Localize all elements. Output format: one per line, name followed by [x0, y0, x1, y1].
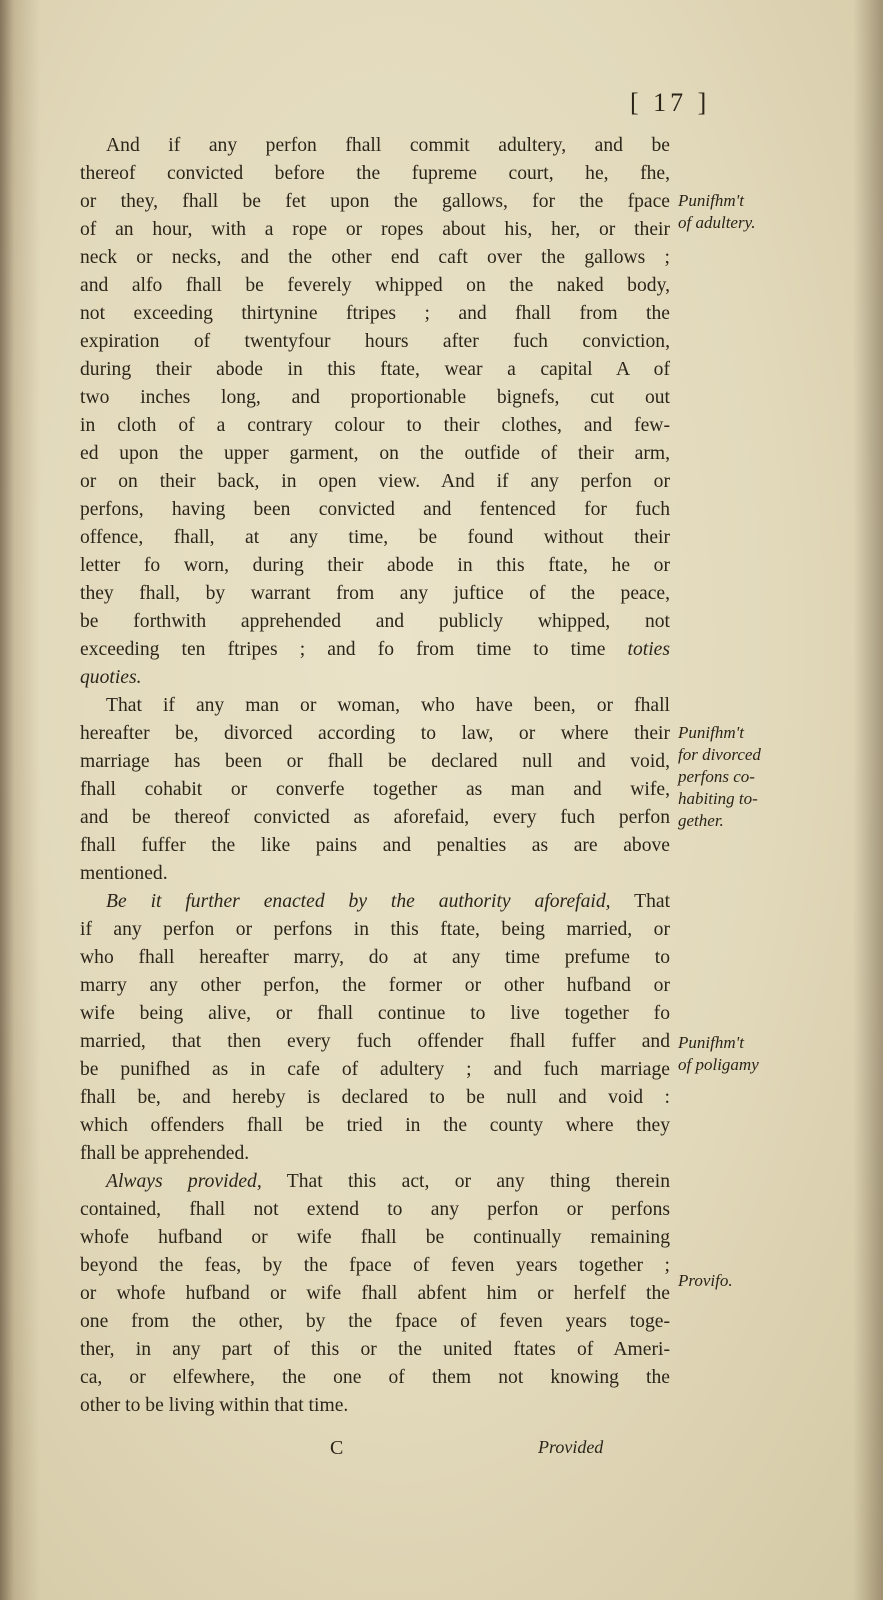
- text-line: and alfo fhall be feverely whipped on the naked body,: [80, 275, 670, 296]
- text-line: offence, fhall, at any time, be found without their: [80, 527, 670, 548]
- margin-note-line: habiting to-: [678, 789, 758, 808]
- text-line: And if any perfon fhall commit adultery, and be: [106, 135, 670, 156]
- text-line: fhall fuffer the like pains and penalties as are above: [80, 835, 670, 856]
- text-line: fhall cohabit or converfe together as man and wife,: [80, 779, 670, 800]
- margin-note-line: Provifo.: [678, 1271, 733, 1290]
- text-line: hereafter be, divorced according to law, or where their: [80, 723, 670, 744]
- text-line: in cloth of a contrary colour to their clothes, and few-: [80, 415, 670, 436]
- page-number: [ 17 ]: [630, 88, 711, 117]
- text-line: [80, 1168, 670, 1196]
- text-line: they fhall, by warrant from any juftice of the peace,: [80, 583, 670, 604]
- text-line: of an hour, with a rope or ropes about his, her, or their: [80, 219, 670, 240]
- text-line: or on their back, in open view. And if any perfon or: [80, 471, 670, 492]
- text-line: two inches long, and proportionable bignefs, cut out: [80, 387, 670, 408]
- italic-run: Always provided,: [106, 1171, 262, 1192]
- text-line: or they, fhall be fet upon the gallows, for the fpace: [80, 191, 670, 212]
- text-line: [80, 888, 670, 916]
- text-line: fhall be apprehended.: [80, 1143, 250, 1164]
- signature-mark: C: [330, 1437, 344, 1459]
- margin-note-line: Punifhm't: [678, 1033, 744, 1052]
- margin-note-line: perfons co-: [678, 767, 755, 786]
- margin-note-line: of poligamy: [678, 1055, 759, 1074]
- text-line: That if any man or woman, who have been, or fhall: [106, 695, 670, 716]
- text-line: perfons, having been convicted and fentenced for fuch: [80, 499, 670, 520]
- text-line: wife being alive, or fhall continue to live together fo: [80, 1003, 670, 1024]
- margin-note-line: for divorced: [678, 745, 761, 764]
- text-line: ed upon the upper garment, on the outfide of their arm,: [80, 443, 670, 464]
- margin-note-poligamy: [678, 1032, 808, 1076]
- text-line: marry any other perfon, the former or other hufband or: [80, 975, 670, 996]
- margin-note-line: of adultery.: [678, 213, 756, 232]
- text-line: and be thereof convicted as aforefaid, every fuch perfon: [80, 807, 670, 828]
- text-line: contained, fhall not extend to any perfon or perfons: [80, 1199, 670, 1220]
- text-line: be punifhed as in cafe of adultery ; and fuch marriage: [80, 1059, 670, 1080]
- text-line: which offenders fhall be tried in the county where they: [80, 1115, 670, 1136]
- text-run: exceeding ten ftripes ; and fo from time to time: [80, 639, 606, 660]
- text-line: ca, or elfewhere, the one of them not knowing the: [80, 1367, 670, 1388]
- text-run: That: [634, 891, 671, 912]
- text-line: fhall be, and hereby is declared to be null and void :: [80, 1087, 670, 1108]
- text-line: expiration of twentyfour hours after fuch conviction,: [80, 331, 670, 352]
- page-body: [80, 132, 670, 1420]
- text-line: letter fo worn, during their abode in this ftate, he or: [80, 555, 670, 576]
- text-line: [80, 664, 670, 692]
- italic-run: toties: [627, 639, 670, 660]
- catchword: Provided: [538, 1437, 604, 1457]
- margin-note-proviso: [678, 1270, 808, 1292]
- text-line: married, that then every fuch offender fhall fuffer and: [80, 1031, 670, 1052]
- italic-run: Be it further enacted by the authority aforefaid,: [106, 891, 611, 912]
- text-line: if any perfon or perfons in this ftate, being married, or: [80, 919, 670, 940]
- margin-note-line: gether.: [678, 811, 724, 830]
- margin-note-line: Punifhm't: [678, 723, 744, 742]
- text-line: thereof convicted before the fupreme court, he, fhe,: [80, 163, 670, 184]
- text-line: who fhall hereafter marry, do at any time prefume to: [80, 947, 670, 968]
- text-line: other to be living within that time.: [80, 1395, 349, 1416]
- text-run: That this act, or any thing therein: [286, 1171, 670, 1192]
- margin-note-adultery: [678, 190, 808, 234]
- italic-run: quoties.: [80, 667, 142, 688]
- margin-note-divorced: [678, 722, 808, 832]
- text-line: beyond the feas, by the fpace of feven years together ;: [80, 1255, 670, 1276]
- text-line: one from the other, by the fpace of feven years toge-: [80, 1311, 670, 1332]
- text-line: not exceeding thirtynine ftripes ; and fhall from the: [80, 303, 670, 324]
- margin-note-line: Punifhm't: [678, 191, 744, 210]
- text-line: mentioned.: [80, 863, 168, 884]
- text-line: marriage has been or fhall be declared null and void,: [80, 751, 670, 772]
- text-line: ther, in any part of this or the united ftates of Ameri-: [80, 1339, 670, 1360]
- text-line: neck or necks, and the other end caft over the gallows ;: [80, 247, 670, 268]
- text-line: be forthwith apprehended and publicly whipped, not: [80, 611, 670, 632]
- text-line: or whofe hufband or wife fhall abfent him or herfelf the: [80, 1283, 670, 1304]
- text-line: during their abode in this ftate, wear a capital A of: [80, 359, 670, 380]
- text-line: whofe hufband or wife fhall be continually remaining: [80, 1227, 670, 1248]
- text-line: [80, 636, 670, 664]
